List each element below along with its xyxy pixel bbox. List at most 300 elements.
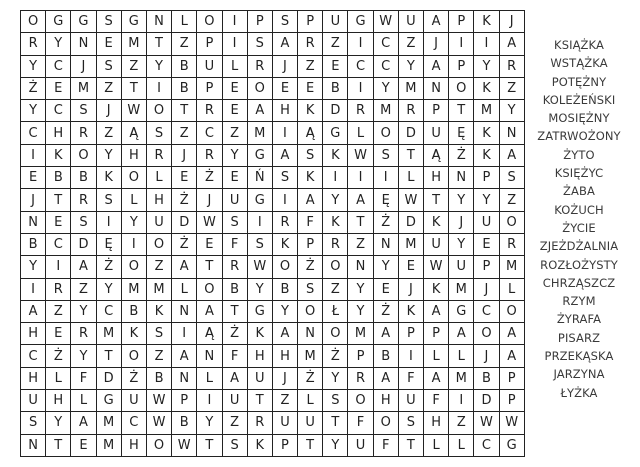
grid-cell[interactable]: N xyxy=(373,233,398,255)
grid-cell[interactable]: A xyxy=(348,189,373,211)
grid-cell[interactable]: C xyxy=(474,434,499,456)
grid-cell[interactable]: I xyxy=(247,211,272,233)
grid-cell[interactable]: E xyxy=(46,211,71,233)
grid-cell[interactable]: W xyxy=(499,412,524,434)
grid-cell[interactable]: U xyxy=(121,390,146,412)
grid-cell[interactable]: Z xyxy=(146,345,171,367)
grid-cell[interactable]: P xyxy=(474,167,499,189)
grid-cell[interactable]: A xyxy=(272,144,297,166)
grid-cell[interactable]: L xyxy=(398,167,423,189)
grid-cell[interactable]: O xyxy=(373,122,398,144)
grid-cell[interactable]: R xyxy=(323,233,348,255)
grid-cell[interactable]: J xyxy=(21,189,46,211)
grid-cell[interactable]: Z xyxy=(222,412,247,434)
grid-cell[interactable]: L xyxy=(424,345,449,367)
grid-cell[interactable]: W xyxy=(146,412,171,434)
grid-cell[interactable]: C xyxy=(474,300,499,322)
grid-cell[interactable]: A xyxy=(71,256,96,278)
grid-cell[interactable]: I xyxy=(323,167,348,189)
grid-cell[interactable]: A xyxy=(172,256,197,278)
grid-cell[interactable]: U xyxy=(146,211,171,233)
grid-cell[interactable]: Ż xyxy=(172,189,197,211)
grid-cell[interactable]: L xyxy=(71,390,96,412)
grid-cell[interactable]: O xyxy=(373,412,398,434)
grid-cell[interactable]: Ż xyxy=(449,144,474,166)
grid-cell[interactable]: O xyxy=(323,323,348,345)
grid-cell[interactable]: Y xyxy=(348,300,373,322)
grid-cell[interactable]: T xyxy=(323,412,348,434)
grid-cell[interactable]: W xyxy=(474,412,499,434)
grid-cell[interactable]: R xyxy=(146,144,171,166)
grid-cell[interactable]: J xyxy=(197,189,222,211)
grid-cell[interactable]: T xyxy=(197,256,222,278)
grid-cell[interactable]: I xyxy=(449,33,474,55)
grid-cell[interactable]: K xyxy=(247,434,272,456)
grid-cell[interactable]: T xyxy=(172,100,197,122)
grid-cell[interactable]: Y xyxy=(474,189,499,211)
grid-cell[interactable]: Z xyxy=(96,122,121,144)
grid-cell[interactable]: Y xyxy=(121,211,146,233)
grid-cell[interactable]: Z xyxy=(222,122,247,144)
grid-cell[interactable]: N xyxy=(21,211,46,233)
grid-cell[interactable]: O xyxy=(146,233,171,255)
grid-cell[interactable]: N xyxy=(348,256,373,278)
grid-cell[interactable]: I xyxy=(449,390,474,412)
grid-cell[interactable]: U xyxy=(398,390,423,412)
grid-cell[interactable]: Y xyxy=(272,300,297,322)
grid-cell[interactable]: I xyxy=(222,33,247,55)
grid-cell[interactable]: M xyxy=(146,278,171,300)
grid-cell[interactable]: A xyxy=(424,55,449,77)
grid-cell[interactable]: T xyxy=(398,434,423,456)
grid-cell[interactable]: R xyxy=(398,100,423,122)
grid-cell[interactable]: R xyxy=(348,367,373,389)
grid-cell[interactable]: I xyxy=(272,189,297,211)
grid-cell[interactable]: Z xyxy=(172,122,197,144)
grid-cell[interactable]: Y xyxy=(46,412,71,434)
grid-cell[interactable]: P xyxy=(172,390,197,412)
grid-cell[interactable]: E xyxy=(197,233,222,255)
grid-cell[interactable]: L xyxy=(298,390,323,412)
grid-cell[interactable]: M xyxy=(348,323,373,345)
grid-cell[interactable]: B xyxy=(21,233,46,255)
grid-cell[interactable]: B xyxy=(172,55,197,77)
grid-cell[interactable]: N xyxy=(172,300,197,322)
grid-cell[interactable]: B xyxy=(172,412,197,434)
grid-cell[interactable]: K xyxy=(46,144,71,166)
grid-cell[interactable]: J xyxy=(96,100,121,122)
grid-cell[interactable]: E xyxy=(46,323,71,345)
grid-cell[interactable]: R xyxy=(499,55,524,77)
grid-cell[interactable]: U xyxy=(197,55,222,77)
grid-cell[interactable]: K xyxy=(474,77,499,99)
grid-cell[interactable]: I xyxy=(146,77,171,99)
grid-cell[interactable]: S xyxy=(21,412,46,434)
grid-cell[interactable]: P xyxy=(449,11,474,33)
grid-cell[interactable]: S xyxy=(96,55,121,77)
grid-cell[interactable]: Y xyxy=(449,189,474,211)
grid-cell[interactable]: L xyxy=(121,189,146,211)
grid-cell[interactable]: A xyxy=(499,144,524,166)
grid-cell[interactable]: C xyxy=(373,33,398,55)
grid-cell[interactable]: S xyxy=(298,278,323,300)
grid-cell[interactable]: O xyxy=(197,11,222,33)
grid-cell[interactable]: S xyxy=(222,211,247,233)
grid-cell[interactable]: E xyxy=(398,256,423,278)
grid-cell[interactable]: O xyxy=(298,300,323,322)
grid-cell[interactable]: C xyxy=(348,55,373,77)
grid-cell[interactable]: R xyxy=(272,211,297,233)
grid-cell[interactable]: A xyxy=(21,300,46,322)
grid-cell[interactable]: S xyxy=(71,211,96,233)
grid-cell[interactable]: Ż xyxy=(323,345,348,367)
grid-cell[interactable]: E xyxy=(46,77,71,99)
grid-cell[interactable]: B xyxy=(373,345,398,367)
grid-cell[interactable]: O xyxy=(121,256,146,278)
grid-cell[interactable]: Z xyxy=(499,189,524,211)
grid-cell[interactable]: K xyxy=(398,300,423,322)
grid-cell[interactable]: K xyxy=(474,122,499,144)
grid-cell[interactable]: Y xyxy=(323,367,348,389)
grid-cell[interactable]: Z xyxy=(298,55,323,77)
grid-cell[interactable]: A xyxy=(172,345,197,367)
grid-cell[interactable]: J xyxy=(449,211,474,233)
grid-cell[interactable]: P xyxy=(298,11,323,33)
grid-cell[interactable]: S xyxy=(247,33,272,55)
grid-cell[interactable]: R xyxy=(197,144,222,166)
grid-cell[interactable]: S xyxy=(146,323,171,345)
grid-cell[interactable]: Z xyxy=(96,77,121,99)
grid-cell[interactable]: I xyxy=(474,33,499,55)
grid-cell[interactable]: G xyxy=(247,189,272,211)
grid-cell[interactable]: Y xyxy=(474,55,499,77)
grid-cell[interactable]: K xyxy=(298,100,323,122)
grid-cell[interactable]: J xyxy=(398,278,423,300)
grid-cell[interactable]: S xyxy=(323,390,348,412)
grid-cell[interactable]: Z xyxy=(71,278,96,300)
grid-cell[interactable]: E xyxy=(373,278,398,300)
grid-cell[interactable]: W xyxy=(247,256,272,278)
grid-cell[interactable]: D xyxy=(71,233,96,255)
grid-cell[interactable]: T xyxy=(197,434,222,456)
grid-cell[interactable]: S xyxy=(398,412,423,434)
grid-cell[interactable]: R xyxy=(21,33,46,55)
grid-cell[interactable]: H xyxy=(146,189,171,211)
grid-cell[interactable]: L xyxy=(424,434,449,456)
grid-cell[interactable]: C xyxy=(46,55,71,77)
grid-cell[interactable]: Ż xyxy=(197,167,222,189)
grid-cell[interactable]: T xyxy=(121,77,146,99)
grid-cell[interactable]: Y xyxy=(247,278,272,300)
grid-cell[interactable]: A xyxy=(499,345,524,367)
grid-cell[interactable]: Y xyxy=(71,345,96,367)
grid-cell[interactable]: U xyxy=(449,256,474,278)
grid-cell[interactable]: M xyxy=(449,367,474,389)
grid-cell[interactable]: W xyxy=(398,189,423,211)
grid-cell[interactable]: H xyxy=(424,412,449,434)
grid-cell[interactable]: T xyxy=(398,144,423,166)
grid-cell[interactable]: A xyxy=(424,11,449,33)
grid-cell[interactable]: Ż xyxy=(172,233,197,255)
grid-cell[interactable]: H xyxy=(21,323,46,345)
grid-cell[interactable]: M xyxy=(121,278,146,300)
grid-cell[interactable]: E xyxy=(222,100,247,122)
grid-cell[interactable]: T xyxy=(449,100,474,122)
grid-cell[interactable]: P xyxy=(298,233,323,255)
grid-cell[interactable]: G xyxy=(96,390,121,412)
grid-cell[interactable]: Y xyxy=(21,100,46,122)
grid-cell[interactable]: J xyxy=(424,33,449,55)
grid-cell[interactable]: Ę xyxy=(449,122,474,144)
grid-cell[interactable]: E xyxy=(21,167,46,189)
grid-cell[interactable]: K xyxy=(424,278,449,300)
grid-cell[interactable]: O xyxy=(272,256,297,278)
grid-cell[interactable]: H xyxy=(121,434,146,456)
grid-cell[interactable]: Z xyxy=(172,33,197,55)
grid-cell[interactable]: K xyxy=(323,144,348,166)
grid-cell[interactable]: Ż xyxy=(121,367,146,389)
grid-cell[interactable]: U xyxy=(398,11,423,33)
grid-cell[interactable]: P xyxy=(348,345,373,367)
grid-cell[interactable]: M xyxy=(247,122,272,144)
grid-cell[interactable]: Ż xyxy=(373,300,398,322)
grid-cell[interactable]: N xyxy=(71,33,96,55)
grid-cell[interactable]: H xyxy=(46,122,71,144)
grid-cell[interactable]: U xyxy=(424,122,449,144)
grid-cell[interactable]: I xyxy=(348,33,373,55)
grid-cell[interactable]: O xyxy=(146,434,171,456)
grid-cell[interactable]: C xyxy=(197,122,222,144)
grid-cell[interactable]: E xyxy=(298,77,323,99)
grid-cell[interactable]: L xyxy=(449,434,474,456)
grid-cell[interactable]: J xyxy=(272,55,297,77)
grid-cell[interactable]: E xyxy=(222,167,247,189)
grid-cell[interactable]: U xyxy=(474,211,499,233)
grid-cell[interactable]: J xyxy=(474,278,499,300)
grid-cell[interactable]: K xyxy=(96,167,121,189)
grid-cell[interactable]: I xyxy=(46,256,71,278)
grid-cell[interactable]: R xyxy=(197,100,222,122)
grid-cell[interactable]: O xyxy=(197,278,222,300)
grid-cell[interactable]: Y xyxy=(146,55,171,77)
grid-cell[interactable]: I xyxy=(348,77,373,99)
grid-cell[interactable]: O xyxy=(146,100,171,122)
grid-cell[interactable]: M xyxy=(96,412,121,434)
grid-cell[interactable]: G xyxy=(348,11,373,33)
grid-cell[interactable]: K xyxy=(247,323,272,345)
grid-cell[interactable]: C xyxy=(373,55,398,77)
grid-cell[interactable]: Ą xyxy=(197,323,222,345)
grid-cell[interactable]: P xyxy=(272,434,297,456)
grid-cell[interactable]: L xyxy=(348,122,373,144)
grid-cell[interactable]: F xyxy=(348,412,373,434)
grid-cell[interactable]: D xyxy=(172,211,197,233)
grid-cell[interactable]: M xyxy=(398,233,423,255)
grid-cell[interactable]: O xyxy=(499,300,524,322)
grid-cell[interactable]: G xyxy=(449,300,474,322)
grid-cell[interactable]: B xyxy=(172,77,197,99)
grid-cell[interactable]: R xyxy=(71,323,96,345)
grid-cell[interactable]: O xyxy=(247,77,272,99)
grid-cell[interactable]: G xyxy=(247,144,272,166)
grid-cell[interactable]: D xyxy=(398,122,423,144)
grid-cell[interactable]: Z xyxy=(46,300,71,322)
grid-cell[interactable]: Z xyxy=(499,77,524,99)
grid-cell[interactable]: B xyxy=(146,367,171,389)
grid-cell[interactable]: M xyxy=(96,323,121,345)
grid-cell[interactable]: I xyxy=(398,345,423,367)
grid-cell[interactable]: L xyxy=(46,367,71,389)
grid-cell[interactable]: L xyxy=(172,11,197,33)
grid-cell[interactable]: S xyxy=(222,434,247,456)
grid-cell[interactable]: G xyxy=(323,122,348,144)
grid-cell[interactable]: O xyxy=(21,11,46,33)
grid-cell[interactable]: N xyxy=(197,345,222,367)
grid-cell[interactable]: Y xyxy=(21,256,46,278)
grid-cell[interactable]: M xyxy=(398,77,423,99)
grid-cell[interactable]: P xyxy=(247,11,272,33)
grid-cell[interactable]: C xyxy=(21,345,46,367)
grid-cell[interactable]: O xyxy=(348,390,373,412)
grid-cell[interactable]: Z xyxy=(121,55,146,77)
grid-cell[interactable]: N xyxy=(146,11,171,33)
grid-cell[interactable]: H xyxy=(272,345,297,367)
grid-cell[interactable]: Ł xyxy=(323,300,348,322)
grid-cell[interactable]: T xyxy=(46,434,71,456)
grid-cell[interactable]: N xyxy=(172,367,197,389)
grid-cell[interactable]: I xyxy=(21,278,46,300)
grid-cell[interactable]: H xyxy=(247,345,272,367)
grid-cell[interactable]: C xyxy=(46,233,71,255)
grid-cell[interactable]: I xyxy=(348,167,373,189)
grid-cell[interactable]: Ą xyxy=(424,144,449,166)
grid-cell[interactable]: Z xyxy=(348,233,373,255)
grid-cell[interactable]: P xyxy=(197,33,222,55)
grid-cell[interactable]: G xyxy=(71,11,96,33)
grid-cell[interactable]: U xyxy=(222,189,247,211)
grid-cell[interactable]: O xyxy=(71,144,96,166)
grid-cell[interactable]: Y xyxy=(323,434,348,456)
grid-cell[interactable]: M xyxy=(474,100,499,122)
grid-cell[interactable]: R xyxy=(247,412,272,434)
grid-cell[interactable]: Y xyxy=(96,278,121,300)
grid-cell[interactable]: Y xyxy=(71,300,96,322)
grid-cell[interactable]: O xyxy=(474,323,499,345)
grid-cell[interactable]: U xyxy=(222,390,247,412)
grid-cell[interactable]: D xyxy=(96,367,121,389)
grid-cell[interactable]: Ą xyxy=(121,122,146,144)
grid-cell[interactable]: L xyxy=(146,167,171,189)
grid-cell[interactable]: Y xyxy=(96,144,121,166)
grid-cell[interactable]: P xyxy=(424,323,449,345)
grid-cell[interactable]: R xyxy=(348,100,373,122)
grid-cell[interactable]: E xyxy=(272,77,297,99)
grid-cell[interactable]: K xyxy=(146,300,171,322)
grid-cell[interactable]: J xyxy=(474,345,499,367)
grid-cell[interactable]: F xyxy=(298,211,323,233)
grid-cell[interactable]: Y xyxy=(348,278,373,300)
grid-cell[interactable]: M xyxy=(373,100,398,122)
grid-cell[interactable]: D xyxy=(398,211,423,233)
grid-cell[interactable]: P xyxy=(197,77,222,99)
grid-cell[interactable]: C xyxy=(46,100,71,122)
grid-cell[interactable]: Ż xyxy=(373,211,398,233)
grid-cell[interactable]: L xyxy=(499,278,524,300)
grid-cell[interactable]: Ż xyxy=(21,77,46,99)
grid-cell[interactable]: A xyxy=(197,300,222,322)
grid-cell[interactable]: L xyxy=(172,278,197,300)
grid-cell[interactable]: S xyxy=(146,122,171,144)
grid-cell[interactable]: Ż xyxy=(96,256,121,278)
grid-cell[interactable]: H xyxy=(373,390,398,412)
grid-cell[interactable]: I xyxy=(21,144,46,166)
grid-cell[interactable]: M xyxy=(298,345,323,367)
grid-cell[interactable]: G xyxy=(46,11,71,33)
grid-cell[interactable]: P xyxy=(449,55,474,77)
grid-cell[interactable]: F xyxy=(71,367,96,389)
grid-cell[interactable]: E xyxy=(71,434,96,456)
grid-cell[interactable]: E xyxy=(474,233,499,255)
grid-cell[interactable]: Ż xyxy=(298,256,323,278)
grid-cell[interactable]: A xyxy=(424,367,449,389)
grid-cell[interactable]: F xyxy=(222,345,247,367)
grid-cell[interactable]: M xyxy=(449,278,474,300)
grid-cell[interactable]: E xyxy=(222,77,247,99)
grid-cell[interactable]: H xyxy=(21,367,46,389)
grid-cell[interactable]: Y xyxy=(373,77,398,99)
grid-cell[interactable]: B xyxy=(71,167,96,189)
grid-cell[interactable]: W xyxy=(424,256,449,278)
grid-cell[interactable]: J xyxy=(71,55,96,77)
grid-cell[interactable]: O xyxy=(121,345,146,367)
grid-cell[interactable]: I xyxy=(373,167,398,189)
grid-cell[interactable]: Y xyxy=(449,233,474,255)
grid-cell[interactable]: B xyxy=(46,167,71,189)
grid-cell[interactable]: Ń xyxy=(247,167,272,189)
grid-cell[interactable]: K xyxy=(323,211,348,233)
grid-cell[interactable]: Y xyxy=(197,412,222,434)
grid-cell[interactable]: R xyxy=(222,256,247,278)
grid-cell[interactable]: P xyxy=(474,256,499,278)
grid-cell[interactable]: A xyxy=(298,189,323,211)
grid-cell[interactable]: K xyxy=(298,167,323,189)
grid-cell[interactable]: S xyxy=(71,100,96,122)
grid-cell[interactable]: Y xyxy=(21,55,46,77)
grid-cell[interactable]: Z xyxy=(323,278,348,300)
grid-cell[interactable]: L xyxy=(197,367,222,389)
grid-cell[interactable]: T xyxy=(222,300,247,322)
grid-cell[interactable]: W xyxy=(348,144,373,166)
grid-cell[interactable]: P xyxy=(499,390,524,412)
grid-cell[interactable]: T xyxy=(247,390,272,412)
grid-cell[interactable]: S xyxy=(96,11,121,33)
grid-cell[interactable]: A xyxy=(71,412,96,434)
grid-cell[interactable]: U xyxy=(424,233,449,255)
grid-cell[interactable]: C xyxy=(96,300,121,322)
grid-cell[interactable]: O xyxy=(323,256,348,278)
grid-cell[interactable]: B xyxy=(474,367,499,389)
grid-cell[interactable]: D xyxy=(323,100,348,122)
grid-cell[interactable]: A xyxy=(373,323,398,345)
grid-cell[interactable]: Ę xyxy=(373,189,398,211)
grid-cell[interactable]: F xyxy=(222,233,247,255)
grid-cell[interactable]: F xyxy=(424,390,449,412)
grid-cell[interactable]: P xyxy=(424,100,449,122)
grid-cell[interactable]: H xyxy=(272,100,297,122)
grid-cell[interactable]: R xyxy=(46,278,71,300)
grid-cell[interactable]: Ż xyxy=(298,367,323,389)
grid-cell[interactable]: W xyxy=(197,211,222,233)
